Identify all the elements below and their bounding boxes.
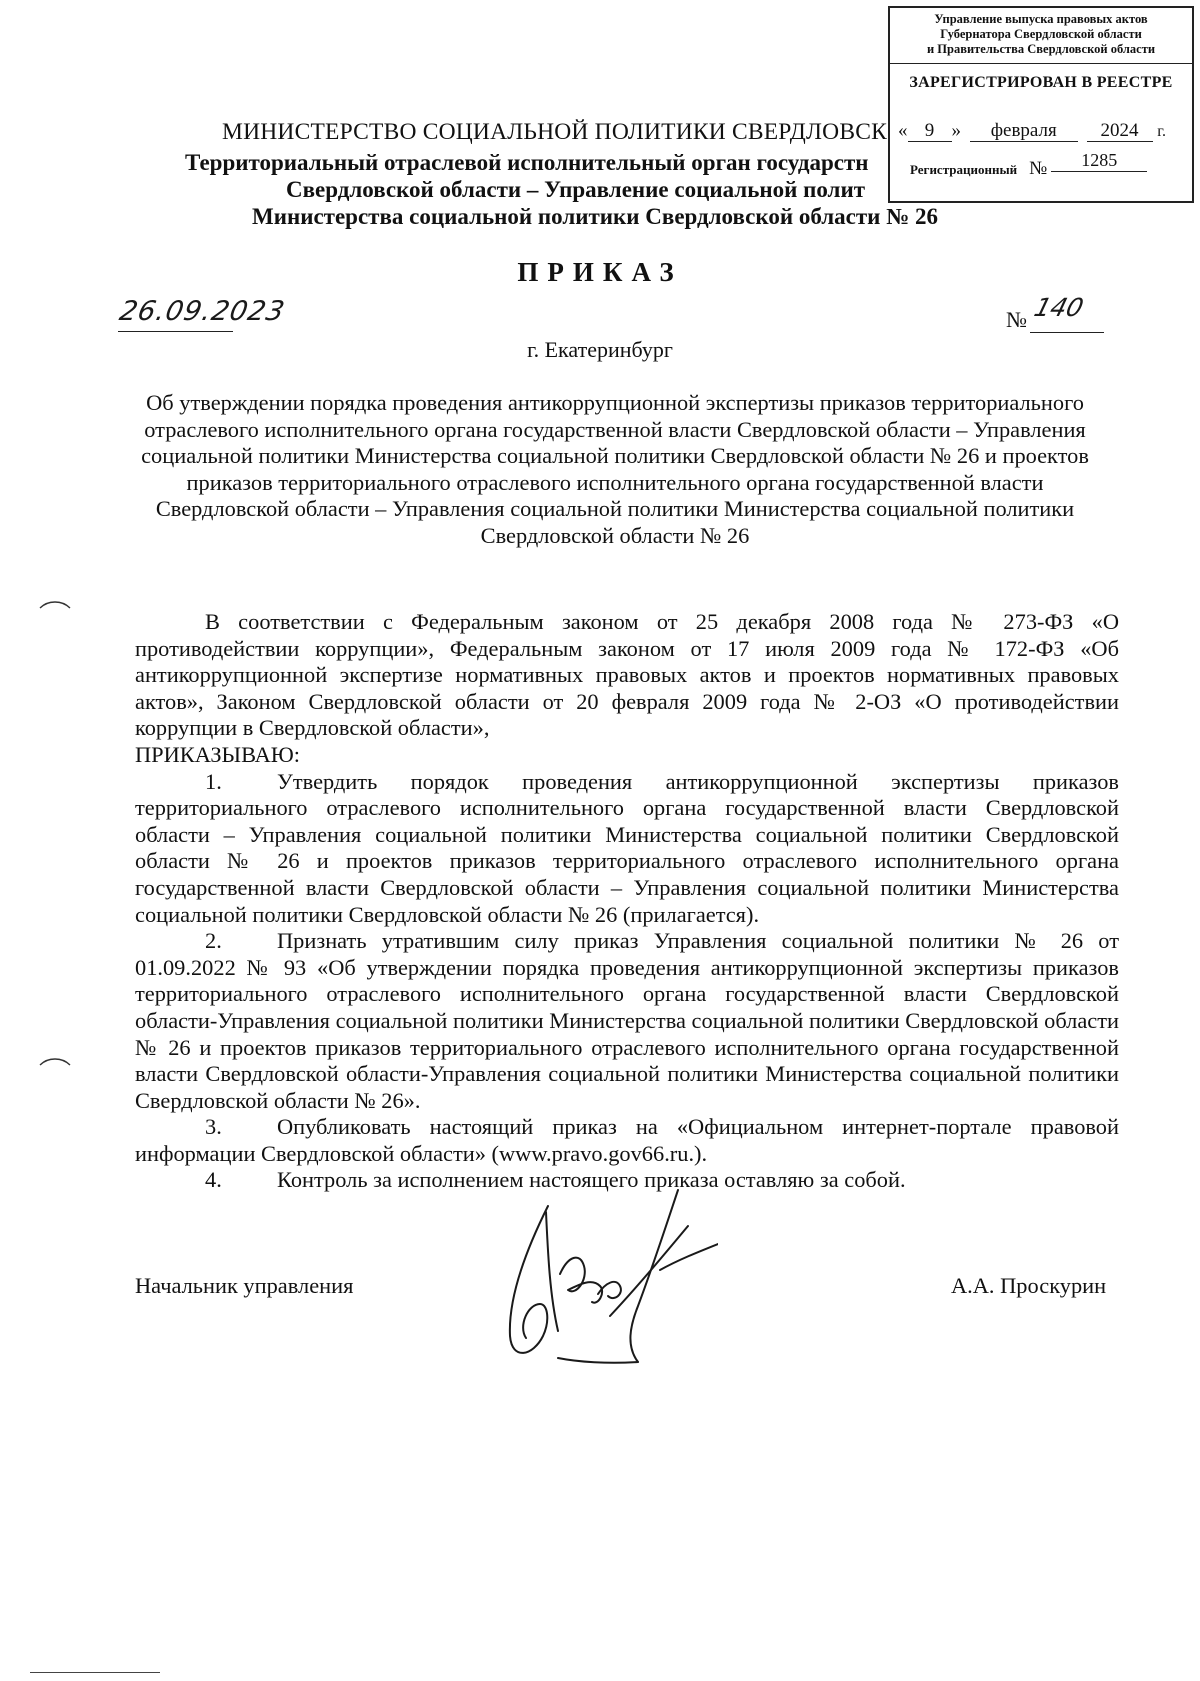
preamble: В соответствии с Федеральным законом от 25 декабря 2008 года № 273-ФЗ «О противодействии коррупции», Федеральным законом от 17 июля 2009 года № 172-ФЗ «Об антикоррупционной экспертизе нормативных правовых актов и проектов нормативных правовых актов», Законом Свердловской области от 20 февраля 2009 года № 2-ОЗ «О противодействии коррупции в Свердловской области», bbox=[135, 609, 1119, 741]
ministry-name: МИНИСТЕРСТВО СОЦИАЛЬНОЙ ПОЛИТИКИ СВЕРДЛОВСК bbox=[222, 119, 887, 145]
item-text: Признать утратившим силу приказ Управления социальной политики № 26 от 01.09.2022 № 93 «Об утверждении порядка проведения антикоррупционной экспертизы приказов территориального отраслевого исполнительного органа государственной власти Свердловской области-Управления социальной политики Министерства социальной политики Свердловской области № 26 и проектов приказов территориального отраслевого исполнительного органа государственной власти Свердловской области-Управления социальной политики Министерства социальной политики Свердловской области № 26». bbox=[135, 928, 1119, 1113]
stamp-reg-number: 1285 bbox=[1051, 150, 1147, 172]
item-text: Контроль за исполнением настоящего приказа оставляю за собой. bbox=[277, 1167, 906, 1193]
org-name-line-3: Министерства социальной политики Свердловской области № 26 bbox=[252, 204, 939, 229]
stamp-date bbox=[898, 120, 1186, 142]
stamp-month: февраля bbox=[970, 121, 1078, 142]
scan-edge-line bbox=[30, 1672, 160, 1673]
order-date-underline bbox=[118, 331, 233, 332]
org-name-line-1: Территориальный отраслевой исполнительный орган государстн bbox=[185, 150, 869, 175]
order-title: ПРИКАЗ bbox=[517, 257, 683, 287]
stamp-header-line: и Правительства Свердловской области bbox=[926, 42, 1156, 56]
order-item bbox=[135, 769, 1119, 929]
item-text: Опубликовать настоящий приказ на «Официальном интернет-портале правовой информации Свердловской области» (www.pravo.gov66.ru.). bbox=[135, 1114, 1119, 1166]
stamp-reg-no-sign: № bbox=[1029, 158, 1048, 179]
order-city: г. Екатеринбург bbox=[527, 337, 673, 362]
item-number: 1. bbox=[205, 768, 222, 794]
order-date: 26.09.2023 bbox=[116, 296, 288, 327]
stamp-day: 9 bbox=[908, 121, 952, 142]
order-body bbox=[135, 609, 1119, 1194]
stamp-reg-label: Регистрационный bbox=[910, 162, 1018, 177]
stamp-registration bbox=[910, 150, 1184, 180]
stamp-header bbox=[890, 8, 1192, 64]
signatory-name: А.А. Проскурин bbox=[951, 1273, 1107, 1298]
item-number: 4. bbox=[205, 1167, 222, 1193]
order-subject: Об утверждении порядка проведения антикоррупционной экспертизы приказов территориального отраслевого исполнительного органа государственной власти Свердловской области – Управления социальной политики Министерства социальной политики Свердловской области № 26 и проектов приказов территориального отраслевого исполнительного органа государственной власти Свердловской области – Управления социальной политики Министерства социальной политики Свердловской области № 26 bbox=[141, 390, 1089, 548]
item-number: 2. bbox=[205, 928, 222, 954]
stamp-title: ЗАРЕГИСТРИРОВАН В РЕЕСТРЕ bbox=[909, 74, 1173, 91]
order-number: 140 bbox=[1031, 293, 1087, 322]
stamp-header-line: Управление выпуска правовых актов bbox=[934, 12, 1148, 26]
order-number-underline bbox=[1030, 332, 1104, 333]
stamp-header-line: Губернатора Свердловской области bbox=[940, 27, 1142, 41]
order-item bbox=[135, 928, 1119, 1114]
stamp-year-suffix: г. bbox=[1157, 123, 1167, 140]
stamp-year: 2024 bbox=[1087, 121, 1153, 142]
item-text: Утвердить порядок проведения антикоррупционной экспертизы приказов территориального отраслевого исполнительного органа государственной власти Свердловской области – Управления социальной политики Министерства социальной политики Свердловской области № 26 и проектов приказов территориального отраслевого исполнительного органа государственной власти Свердловской области – Управления социальной политики Министерства социальной политики Свердловской области № 26 (прилагается). bbox=[135, 768, 1119, 927]
stamp-close-quote: » bbox=[951, 120, 961, 141]
order-word: ПРИКАЗЫВАЮ: bbox=[135, 741, 301, 767]
handwritten-signature bbox=[488, 1186, 718, 1376]
order-item bbox=[135, 1114, 1119, 1167]
scan-mark bbox=[38, 598, 72, 612]
stamp-open-quote: « bbox=[898, 120, 908, 141]
scan-mark bbox=[38, 1055, 72, 1069]
signatory-position: Начальник управления bbox=[135, 1273, 354, 1298]
org-name-line-2: Свердловской области – Управление социальной полит bbox=[286, 177, 866, 202]
registration-stamp bbox=[888, 6, 1194, 203]
order-number-label: № bbox=[1006, 307, 1027, 332]
item-number: 3. bbox=[205, 1114, 222, 1140]
